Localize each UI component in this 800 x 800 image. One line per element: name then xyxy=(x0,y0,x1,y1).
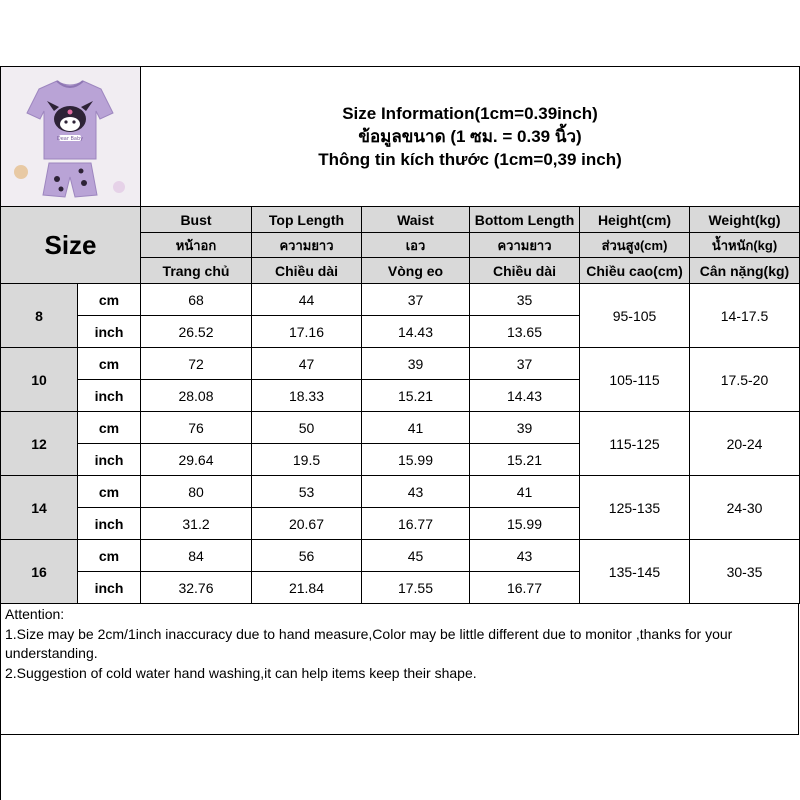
inch-value-cell: 32.76 xyxy=(141,572,252,604)
unit-inch-label: inch xyxy=(78,444,141,476)
title-english: Size Information(1cm=0.39inch) xyxy=(342,104,598,123)
inch-value-cell: 14.43 xyxy=(470,380,580,412)
column-header-th: ความยาว xyxy=(470,233,580,258)
inch-value-cell: 21.84 xyxy=(252,572,362,604)
cm-value-cell: 37 xyxy=(362,284,470,316)
column-header-en: Waist xyxy=(362,207,470,233)
unit-inch-label: inch xyxy=(78,508,141,540)
cm-value-cell: 39 xyxy=(470,412,580,444)
cm-value-cell: 72 xyxy=(141,348,252,380)
height-range-cell: 105-115 xyxy=(580,348,690,412)
unit-cm-label: cm xyxy=(78,476,141,508)
size-label: 12 xyxy=(1,412,78,476)
column-header-th: น้ำหนัก(kg) xyxy=(690,233,800,258)
unit-cm-label: cm xyxy=(78,284,141,316)
weight-range-cell: 14-17.5 xyxy=(690,284,800,348)
cm-value-cell: 43 xyxy=(470,540,580,572)
cm-value-cell: 84 xyxy=(141,540,252,572)
column-header-vi: Chiều dài xyxy=(470,258,580,284)
inch-value-cell: 16.77 xyxy=(470,572,580,604)
cm-value-cell: 41 xyxy=(470,476,580,508)
unit-inch-label: inch xyxy=(78,572,141,604)
attention-notes xyxy=(1,603,799,735)
cm-value-cell: 80 xyxy=(141,476,252,508)
inch-value-cell: 15.21 xyxy=(362,380,470,412)
inch-value-cell: 15.99 xyxy=(362,444,470,476)
weight-range-cell: 17.5-20 xyxy=(690,348,800,412)
cm-value-cell: 76 xyxy=(141,412,252,444)
inch-value-cell: 26.52 xyxy=(141,316,252,348)
cm-value-cell: 50 xyxy=(252,412,362,444)
inch-value-cell: 19.5 xyxy=(252,444,362,476)
inch-value-cell: 15.99 xyxy=(470,508,580,540)
inch-value-cell: 14.43 xyxy=(362,316,470,348)
inch-value-cell: 15.21 xyxy=(470,444,580,476)
cm-value-cell: 44 xyxy=(252,284,362,316)
unit-cm-label: cm xyxy=(78,348,141,380)
cm-value-cell: 47 xyxy=(252,348,362,380)
column-header-vi: Chiều cao(cm) xyxy=(580,258,690,284)
size-label: 8 xyxy=(1,284,78,348)
size-label: 16 xyxy=(1,540,78,604)
pajama-set-icon xyxy=(1,67,140,206)
attention-note-1: 1.Size may be 2cm/1inch inaccuracy due to hand measure,Color may be little different due to monitor ,thanks for your understanding. xyxy=(5,625,733,661)
column-header-en: Bottom Length xyxy=(470,207,580,233)
weight-range-cell: 24-30 xyxy=(690,476,800,540)
inch-value-cell: 17.16 xyxy=(252,316,362,348)
column-header-vi: Trang chủ xyxy=(141,258,252,284)
size-info-title xyxy=(141,67,800,207)
weight-range-cell: 30-35 xyxy=(690,540,800,604)
cm-value-cell: 35 xyxy=(470,284,580,316)
column-header-en: Top Length xyxy=(252,207,362,233)
unit-inch-label: inch xyxy=(78,316,141,348)
inch-value-cell: 13.65 xyxy=(470,316,580,348)
title-thai: ข้อมูลขนาด (1 ซม. = 0.39 นิ้ว) xyxy=(358,127,582,146)
column-header-th: ส่วนสูง(cm) xyxy=(580,233,690,258)
cm-value-cell: 56 xyxy=(252,540,362,572)
column-header-vi: Cân nặng(kg) xyxy=(690,258,800,284)
height-range-cell: 135-145 xyxy=(580,540,690,604)
column-header-vi: Vòng eo xyxy=(362,258,470,284)
attention-heading: Attention: xyxy=(5,606,65,622)
cm-value-cell: 43 xyxy=(362,476,470,508)
height-range-cell: 115-125 xyxy=(580,412,690,476)
cm-value-cell: 53 xyxy=(252,476,362,508)
inch-value-cell: 16.77 xyxy=(362,508,470,540)
column-header-th: เอว xyxy=(362,233,470,258)
cm-value-cell: 68 xyxy=(141,284,252,316)
inch-value-cell: 28.08 xyxy=(141,380,252,412)
size-label: 14 xyxy=(1,476,78,540)
title-vietnamese: Thông tin kích thước (1cm=0,39 inch) xyxy=(318,150,622,169)
inch-value-cell: 31.2 xyxy=(141,508,252,540)
unit-cm-label: cm xyxy=(78,540,141,572)
shirt-print-text: Dear Baby xyxy=(56,136,84,142)
cm-value-cell: 45 xyxy=(362,540,470,572)
inch-value-cell: 18.33 xyxy=(252,380,362,412)
unit-inch-label: inch xyxy=(78,380,141,412)
product-image xyxy=(1,67,141,207)
column-header-en: Weight(kg) xyxy=(690,207,800,233)
inch-value-cell: 29.64 xyxy=(141,444,252,476)
attention-note-2: 2.Suggestion of cold water hand washing,it can help items keep their shape. xyxy=(5,664,477,681)
size-header: Size xyxy=(1,207,141,284)
unit-cm-label: cm xyxy=(78,412,141,444)
cm-value-cell: 37 xyxy=(470,348,580,380)
cm-value-cell: 39 xyxy=(362,348,470,380)
height-range-cell: 95-105 xyxy=(580,284,690,348)
column-header-vi: Chiều dài xyxy=(252,258,362,284)
column-header-th: ความยาว xyxy=(252,233,362,258)
column-header-en: Height(cm) xyxy=(580,207,690,233)
weight-range-cell: 20-24 xyxy=(690,412,800,476)
cm-value-cell: 41 xyxy=(362,412,470,444)
column-header-th: หน้าอก xyxy=(141,233,252,258)
inch-value-cell: 17.55 xyxy=(362,572,470,604)
height-range-cell: 125-135 xyxy=(580,476,690,540)
size-label: 10 xyxy=(1,348,78,412)
column-header-en: Bust xyxy=(141,207,252,233)
inch-value-cell: 20.67 xyxy=(252,508,362,540)
